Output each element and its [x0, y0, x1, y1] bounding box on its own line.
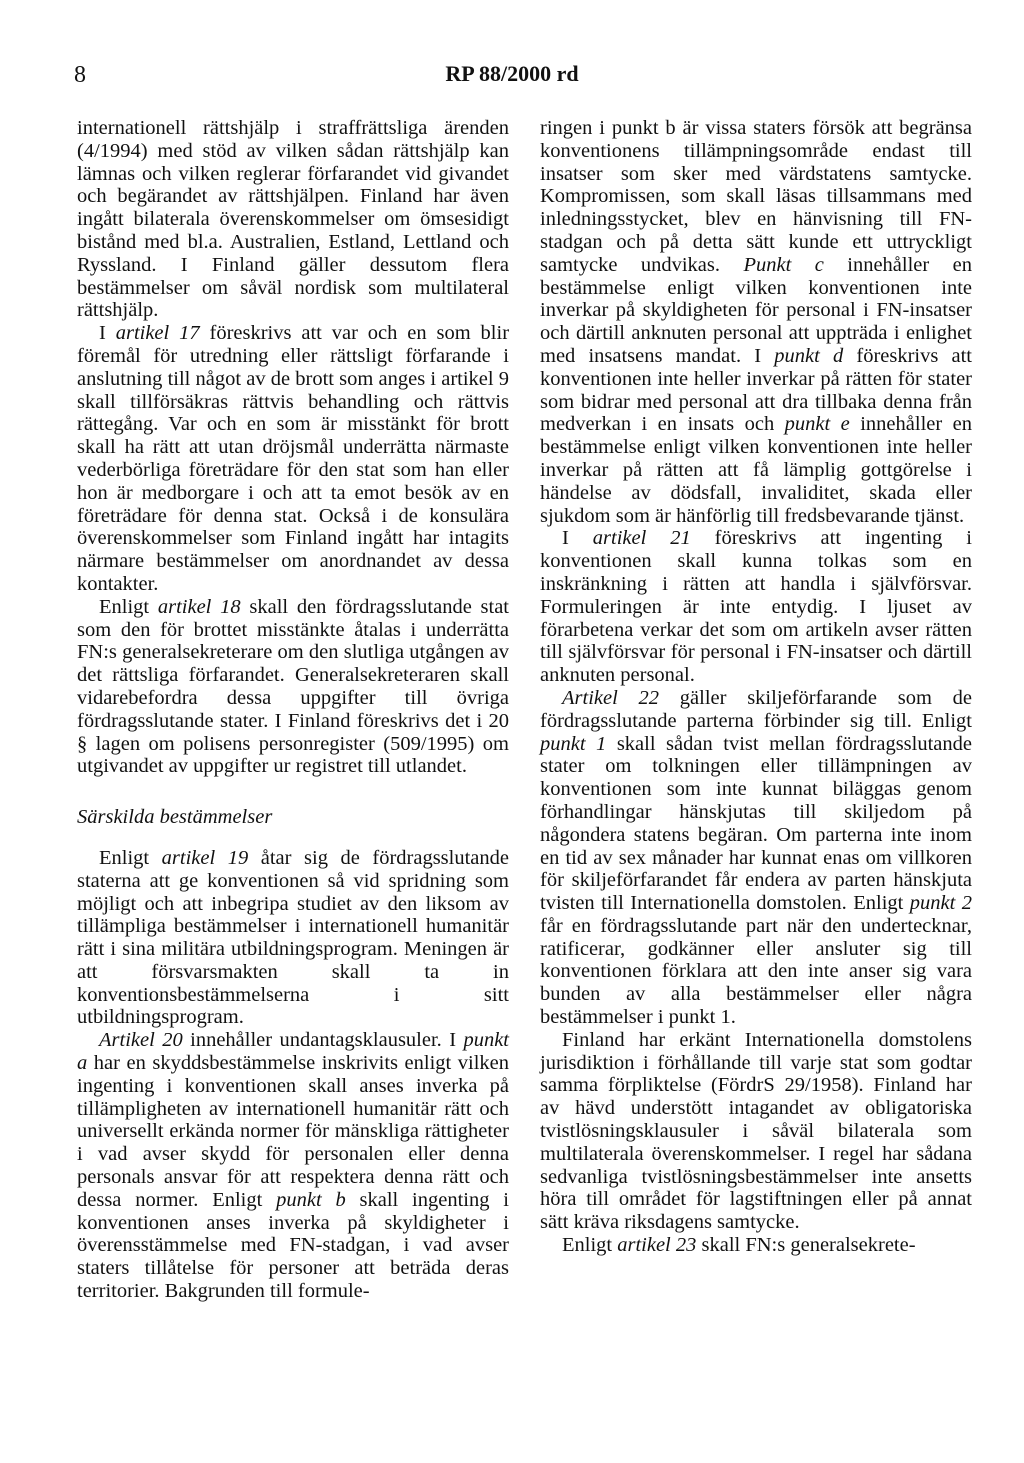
paragraph: ringen i punkt b är vissa staters försök att begränsa konventionens tillämpningsområde endast till insatser som sker med värdstatens samtycke. Kompromissen, som skall läsas tillsammans med inledningsstycket, blev en hänvisning till FN-stadgan och på detta sätt kunde ett uttryckligt samtycke undvikas. Punkt c innehåller en bestämmelse enligt vilken konventionen inte inverkar på skyldigheten för personal i FN-insatser och därtill anknuten personal att uppträda i enlighet med insatsens mandat. I punkt d föreskrivs att konventionen inte heller inverkar på rätten för stater som bidrar med personal att dra tillbaka denna från medverkan i en insats och punkt e innehåller en bestämmelse enligt vilken konventionen inte heller inverkar på rätten att få lämplig gottgörelse i händelse av dödsfall, invaliditet, skada eller sjukdom som är hänförlig till fredsbevarande tjänst. [540, 117, 972, 527]
paragraph: Finland har erkänt Internationella domstolens jurisdiktion i förhållande till varje stat som godtar samma förpliktelse (FördrS 29/1958). Finland har av hävd understött intagandet av obligatoriska tvistlösningsklausuler i såväl bilaterala som multilaterala överenskommelser. I regel har sådana sedvanliga tvistlösningsbestämmelser inte ansetts höra till området för lagstiftningen eller på annat sätt kräva riksdagens samtycke. [540, 1028, 972, 1234]
right-column [540, 117, 972, 1257]
paragraph: Artikel 22 gäller skiljeförfarande som de fördragsslutande parterna förbinder sig till. Enligt punkt 1 skall sådan tvist mellan fördragsslutande stater om tolkningen eller tillämpningen av konventionen som inte kunnat biläggas genom förhandlingar hänskjutas till skiljedom på någondera statens begäran. Om parterna inte inom en tid av sex månader har kunnat enas om villkoren för skiljeförfarandet får endera av parten hänskjuta tvisten till Internationella domstolen. Enligt punkt 2 får en fördragsslutande part när den undertecknar, ratificerar, godkänner eller ansluter sig till konventionen förklara att den inte anser sig vara bunden av alla bestämmelser eller några bestämmelser i punkt 1. [540, 686, 973, 1029]
paragraph: Enligt artikel 18 skall den fördragsslutande stat som den för brottet misstänkte åtalas i underrätta FN:s generalsekreterare om den slutliga utgången av det rättsliga förfarandet. Generalsekreteraren skall vidarebefordra dessa uppgifter till övriga fördragsslutande stater. I Finland föreskrivs det i 20 § lagen om polisens personregister (509/1995) om utgivandet av uppgifter ur registret till utlandet. [77, 595, 510, 778]
paragraph: internationell rättshjälp i straffrättsliga ärenden (4/1994) med stöd av vilken sådan rättshjälp kan lämnas och vilken reglerar förfarandet vid givandet och begärandet av rättshjälpen. Finland har även ingått bilaterala överenskommelser om ömsesidigt bistånd med bl.a. Australien, Estland, Lettland och Ryssland. I Finland gäller dessutom flera bestämmelser om såväl nordisk som multilateral rättshjälp. [77, 117, 509, 322]
paragraph: Enligt artikel 23 skall FN:s generalsekrete- [562, 1234, 916, 1257]
document-id: RP 88/2000 rd [445, 61, 579, 86]
paragraph: I artikel 21 föreskrivs att ingenting i konventionen skall kunna tolkas som en inskränkning i rätten att handla i självförsvar. Formuleringen är inte entydig. I ljuset av förarbetena verkar det som om artikeln avser rätten till självförsvar för personal i FN-insatser och därtill anknuten personal. [540, 527, 973, 687]
paragraph: Enligt artikel 19 åtar sig de fördragsslutande staterna att ge konventionen så vid spridning som möjligt och att inbegripa studiet av den liksom av tillämpliga bestämmelser i internationell humanitär rätt i sina militära utbildningsprogram. Meningen är att försvarsmakten skall ta in konventionsbestämmelserna i sitt utbildningsprogram. [77, 846, 510, 1029]
page-number: 8 [74, 62, 86, 88]
left-column [77, 117, 509, 1303]
section-heading: Särskilda bestämmelser [77, 806, 273, 829]
paragraph: I artikel 17 föreskrivs att var och en som blir föremål för utredning eller rättsligt förfarande i anslutning till något av de brott som anges i artikel 9 skall tillförsäkras rättvis behandling och rättvis rättegång. Var och en som är misstänkt för brott skall ha rätt att utan dröjsmål underrätta närmaste vederbörliga företrädare för den stat som han eller hon är medborgare i och att ta emot besök av en företrädare för denna stat. Också i de konsulära överenskommelser som Finland ingått har intagits närmare bestämmelser om anordnandet av dessa kontakter. [77, 322, 510, 595]
paragraph: Artikel 20 innehåller undantagsklausuler. I punkt a har en skyddsbestämmelse inskrivits enligt vilken ingenting i konventionen skall anses inverka på tillämpligheten av internationell humanitär rätt och universellt erkända normer för mänskliga rättigheter i vad avser skydd för personalen eller denna personals ansvar för att respektera denna rätt och dessa normer. Enligt punkt b skall ingenting i konventionen anses inverka på skyldigheter i överensstämmelse med FN-stadgan, i vad avser staters tillåtelse för personer att beträda deras territorier. Bakgrunden till formule- [77, 1029, 509, 1303]
